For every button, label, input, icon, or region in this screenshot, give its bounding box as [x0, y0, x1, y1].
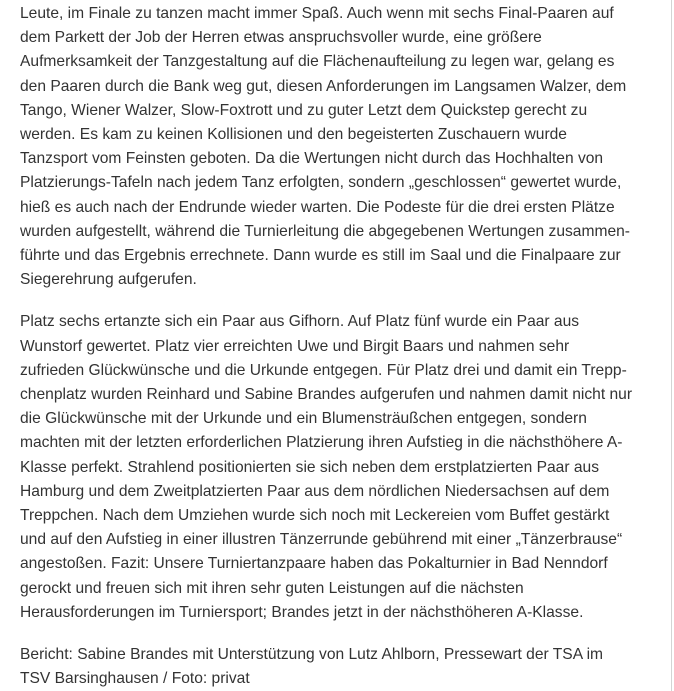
text-line: Leute, im Finale zu tanzen macht immer Spaß. Auch wenn mit sechs Final-Paaren auf — [20, 5, 614, 22]
text-line: wurden aufgestellt, während die Turnierleitung die abgegebenen Wertungen zusammen- — [20, 222, 630, 240]
paragraph-placements — [20, 310, 648, 625]
text-line: dem Parkett der Job der Herren etwas anspruchsvoller wurde, eine größere — [20, 29, 542, 47]
text-line: führte und das Ergebnis errechnete. Dann wurde es still im Saal und die Finalpaare zur — [20, 247, 621, 265]
text-line: hieß es auch nach der Endrunde wieder warten. Die Podeste für die drei ersten Plätze — [20, 198, 615, 216]
text-line: Siegerehrung aufgerufen. — [20, 271, 197, 289]
text-line: gerockt und freuen sich mit ihren sehr guten Leistungen auf die nächsten — [20, 579, 524, 597]
text-line: Platz sechs ertanzte sich ein Paar aus Gifhorn. Auf Platz fünf wurde ein Paar aus — [20, 313, 580, 331]
paragraph-credits — [20, 643, 648, 691]
text-line: Tango, Wiener Walzer, Slow-Foxtrott und zu guter Letzt dem Quickstep gerecht zu — [20, 101, 588, 119]
text-line: die Glückwünsche mit der Urkunde und ein Blumensträußchen entgegen, sondern — [20, 410, 587, 428]
text-line: angestoßen. Fazit: Unsere Turniertanzpaare haben das Pokalturnier in Bad Nenndorf — [20, 555, 608, 573]
paragraph-finale — [20, 2, 648, 292]
text-line: TSV Barsinghausen / Foto: privat — [20, 670, 250, 688]
text-line: Herausforderungen im Turniersport; Brandes jetzt in der nächsthöheren A-Klasse. — [20, 603, 584, 621]
article-body — [20, 2, 648, 691]
text-line: Hamburg und dem Zweitplatzierten Paar aus dem nördlichen Niedersachsen auf dem — [20, 482, 610, 500]
text-line: zufrieden Glückwünsche und die Urkunde entgegen. Für Platz drei und damit ein Trepp- — [20, 361, 627, 379]
right-border-rule — [671, 0, 672, 691]
text-line: Wunstorf gewertet. Platz vier erreichten Uwe und Birgit Baars und nahmen sehr — [20, 337, 570, 355]
text-line: Bericht: Sabine Brandes mit Unterstützung von Lutz Ahlborn, Pressewart der TSA im — [20, 646, 604, 664]
text-line: den Paaren durch die Bank weg gut, diesen Anforderungen im Langsamen Walzer, dem — [20, 77, 627, 95]
text-line: chenplatz wurden Reinhard und Sabine Brandes aufgerufen und nahmen damit nicht nur — [20, 386, 633, 404]
text-line: Tanzsport vom Feinsten geboten. Da die Wertungen nicht durch das Hochhalten von — [20, 150, 604, 168]
text-line: werden. Es kam zu keinen Kollisionen und den begeisterten Zuschauern wurde — [20, 126, 567, 144]
text-line: Treppchen. Nach dem Umziehen wurde sich noch mit Leckereien vom Buffet gestärkt — [20, 507, 610, 525]
text-line: Aufmerksamkeit der Tanzgestaltung auf die Flächenaufteilung zu legen war, gelang es — [20, 53, 615, 71]
text-line: Klasse perfekt. Strahlend positionierten sie sich neben dem erstplatzierten Paar aus — [20, 458, 600, 476]
text-line: und auf den Aufstieg in einer illustren Tänzerrunde gebührend mit einer „Tänzerbrause“ — [20, 531, 623, 549]
text-line: Platzierungs-Tafeln nach jedem Tanz erfolgten, sondern „geschlossen“ gewertet wurde, — [20, 174, 622, 192]
text-line: machten mit der letzten erforderlichen Platzierung ihren Aufstieg in die nächsthöhere A- — [20, 434, 623, 452]
